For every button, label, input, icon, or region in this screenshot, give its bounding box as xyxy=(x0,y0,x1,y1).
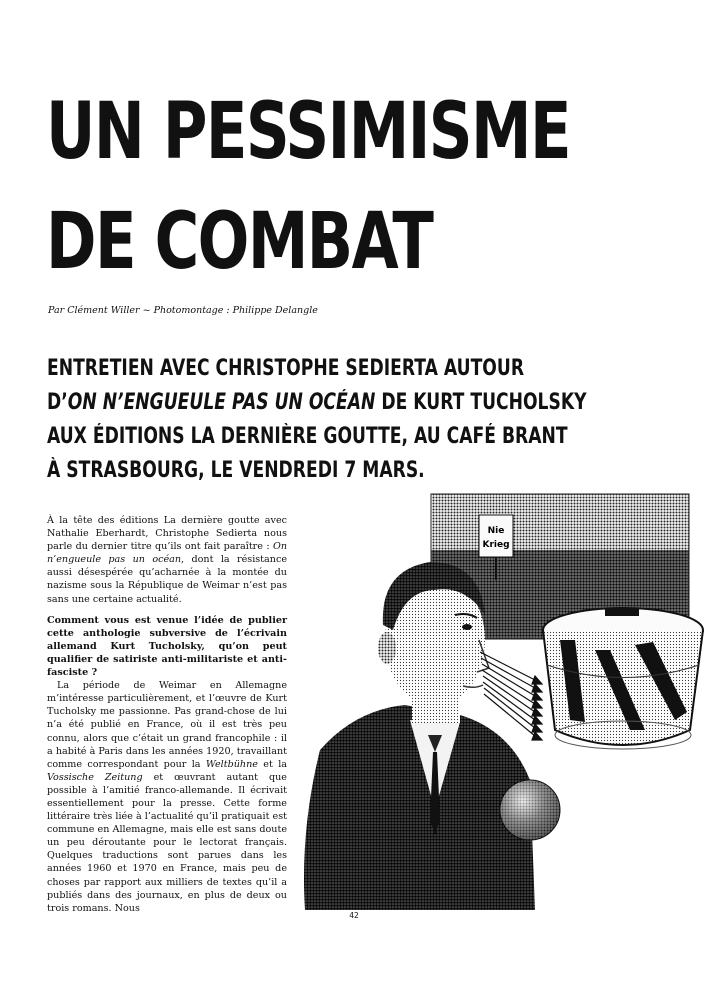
answer-weltbuhne: Weltbühne xyxy=(205,758,258,770)
photomontage xyxy=(285,490,705,910)
interview-answer xyxy=(47,679,287,915)
title-line-2: DE COMBAT xyxy=(46,197,433,287)
lede-prefix: D’ xyxy=(47,390,68,415)
interview-question: Comment vous est venue l’idée de publier cette anthologie subversive de l’écrivain allemand Kurt Tucholsky, qu’on peut qualifier de satiriste anti-militariste et anti-fasciste ? xyxy=(47,614,287,679)
intro-paragraph xyxy=(47,514,287,606)
dotted-sphere xyxy=(500,780,560,840)
protest-sign xyxy=(479,515,513,557)
byline: Par Clément Willer ~ Photomontage : Philippe Delangle xyxy=(48,305,318,316)
sign-text-2: Krieg xyxy=(482,540,510,550)
article-body xyxy=(47,514,287,915)
lede-line-3: AUX ÉDITIONS LA DERNIÈRE GOUTTE, AU CAFÉ BRANT xyxy=(47,424,568,449)
intro-text-2: , dont la résistance aussi désespérée qu’acharnée à la montée du nazisme sous la République de Weimar n’est pas sans une certaine actualité. xyxy=(47,554,287,605)
arrows xyxy=(480,652,542,740)
intro-book-title: On n’engueule pas un océan xyxy=(47,541,287,566)
page-number: 42 xyxy=(349,911,359,920)
glass-pot xyxy=(543,608,703,749)
lede xyxy=(47,352,687,488)
lede-book-title: ON N’ENGUEULE PAS UN OCÉAN xyxy=(67,390,376,415)
sign-text-1: Nie xyxy=(487,526,505,536)
title-line-1: UN PESSIMISME xyxy=(46,87,571,177)
lede-line-1: ENTRETIEN AVEC CHRISTOPHE SEDIERTA AUTOUR xyxy=(47,356,525,381)
answer-vossische: Vossische Zeitung xyxy=(47,771,143,783)
answer-and: et la xyxy=(257,758,287,770)
answer-text-2: et œuvrant autant que possible à l’amitié franco-allemande. Il écrivait essentiellement pour la presse. Cette forme littéraire très liée à l’actualité qu’il pratiquait est commune en Allemagne, mais elle est sans doute un peu déroutante pour le lectorat français. Quelques traductions sont parues dans les années 1960 et 1970 en France, mais peu de choses par rapport aux milliers de textes qu’il a publiés dans des journaux, en plus de deux ou trois romans. Nous xyxy=(47,771,287,914)
answer-text-1: La période de Weimar en Allemagne m’intéresse particulièrement, et l’œuvre de Kurt Tucholsky me passionne. Pas grand-chose de lui n’a été publié en France, où il est très peu connu, alors que c’était un grand francophile : il a habité à Paris dans les années 1920, travaillant comme correspondant pour la xyxy=(47,680,287,770)
intro-text-1: À la tête des éditions La dernière goutte avec Nathalie Eberhardt, Christophe Sedierta nous parle du dernier titre qu’ils ont fait paraître : xyxy=(47,515,287,553)
lede-line-4: À STRASBOURG, LE VENDREDI 7 MARS. xyxy=(47,458,425,483)
lede-suffix: DE KURT TUCHOLSKY xyxy=(375,390,587,415)
lede-line-2 xyxy=(47,386,587,420)
